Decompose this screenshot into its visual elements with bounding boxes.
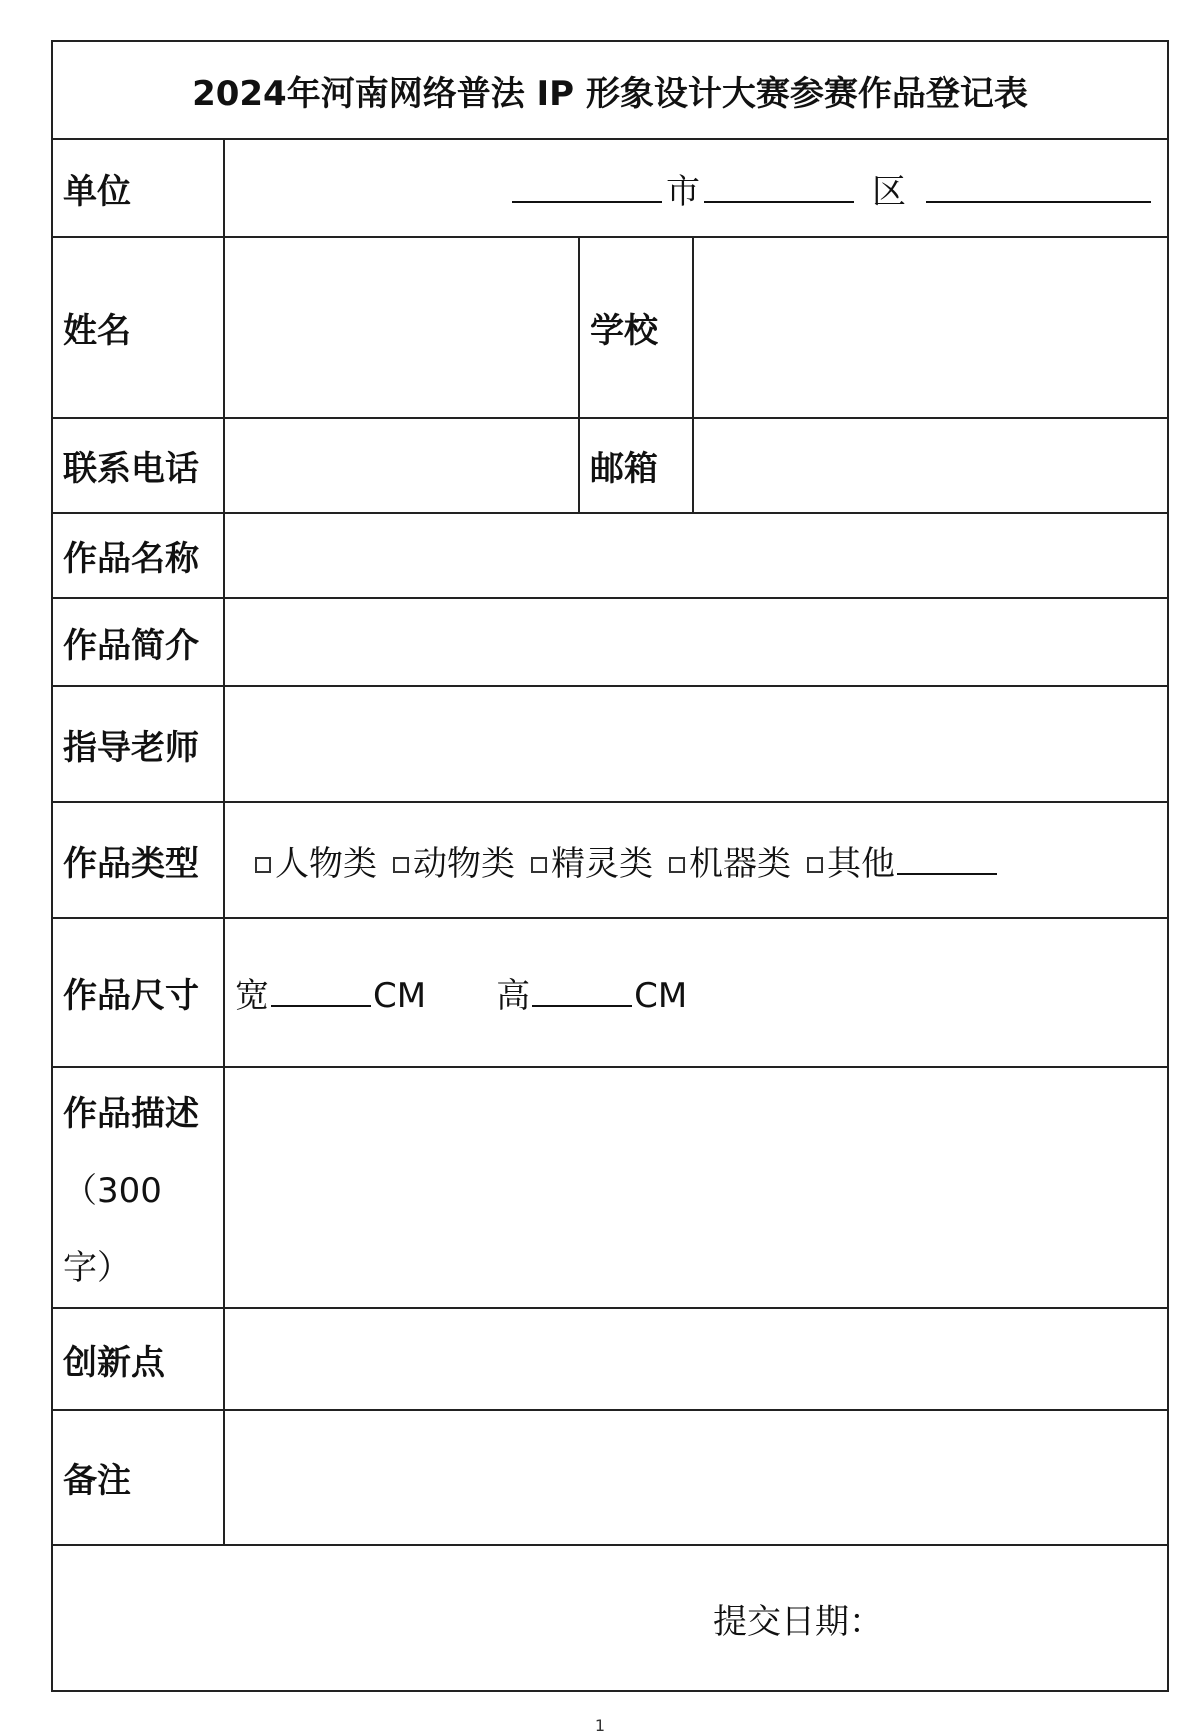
form-title: 2024年河南网络普法 IP 形象设计大赛参赛作品登记表 [52, 41, 1168, 139]
district-blank[interactable] [704, 171, 854, 203]
school-field[interactable] [693, 237, 1168, 418]
checkbox-icon[interactable] [255, 857, 271, 873]
checkbox-icon[interactable] [531, 857, 547, 873]
phone-field[interactable] [224, 418, 579, 513]
label-name: 姓名 [52, 237, 224, 418]
work-desc-note-2: 字） [63, 1248, 131, 1288]
label-remarks: 备注 [52, 1410, 224, 1545]
checkbox-icon[interactable] [807, 857, 823, 873]
city-blank[interactable] [512, 171, 662, 203]
option-person[interactable]: 人物类 [255, 844, 377, 884]
registration-form-table [51, 40, 1169, 1692]
work-intro-field[interactable] [224, 598, 1168, 686]
unit-name-blank[interactable] [926, 171, 1151, 203]
label-unit: 单位 [52, 139, 224, 237]
work-desc-field[interactable] [224, 1067, 1168, 1308]
advisor-field[interactable] [224, 686, 1168, 802]
label-school: 学校 [579, 237, 693, 418]
label-work-name: 作品名称 [52, 513, 224, 598]
height-blank[interactable] [532, 975, 632, 1007]
label-innovation: 创新点 [52, 1308, 224, 1410]
label-work-desc: 作品描述 （300 字） [52, 1067, 224, 1308]
page-number: 1 [594, 1716, 606, 1735]
height-unit: CM [634, 976, 688, 1016]
work-desc-note: （300 [63, 1171, 162, 1211]
work-type-options [224, 802, 1168, 918]
work-size-field [224, 918, 1168, 1067]
remarks-field[interactable] [224, 1410, 1168, 1545]
innovation-field[interactable] [224, 1308, 1168, 1410]
submit-date-row[interactable] [52, 1545, 1168, 1691]
label-work-intro: 作品简介 [52, 598, 224, 686]
label-work-size: 作品尺寸 [52, 918, 224, 1067]
label-advisor: 指导老师 [52, 686, 224, 802]
submit-date-label: 提交日期： [713, 1601, 883, 1642]
label-email: 邮箱 [579, 418, 693, 513]
width-unit: CM [373, 976, 427, 1016]
checkbox-icon[interactable] [393, 857, 409, 873]
label-phone: 联系电话 [52, 418, 224, 513]
email-field[interactable] [693, 418, 1168, 513]
width-label: 宽 [235, 976, 269, 1016]
option-other[interactable]: 其他 [807, 844, 1001, 884]
work-name-field[interactable] [224, 513, 1168, 598]
label-work-type: 作品类型 [52, 802, 224, 918]
height-label: 高 [496, 976, 531, 1016]
option-animal[interactable]: 动物类 [393, 844, 515, 884]
option-robot[interactable]: 机器类 [669, 844, 791, 884]
district-label: 区 [872, 171, 906, 212]
name-field[interactable] [224, 237, 579, 418]
other-blank[interactable] [897, 843, 997, 875]
checkbox-icon[interactable] [669, 857, 685, 873]
width-blank[interactable] [271, 975, 371, 1007]
city-label: 市 [666, 171, 700, 212]
unit-field[interactable] [224, 139, 1168, 237]
option-sprite[interactable]: 精灵类 [531, 844, 653, 884]
